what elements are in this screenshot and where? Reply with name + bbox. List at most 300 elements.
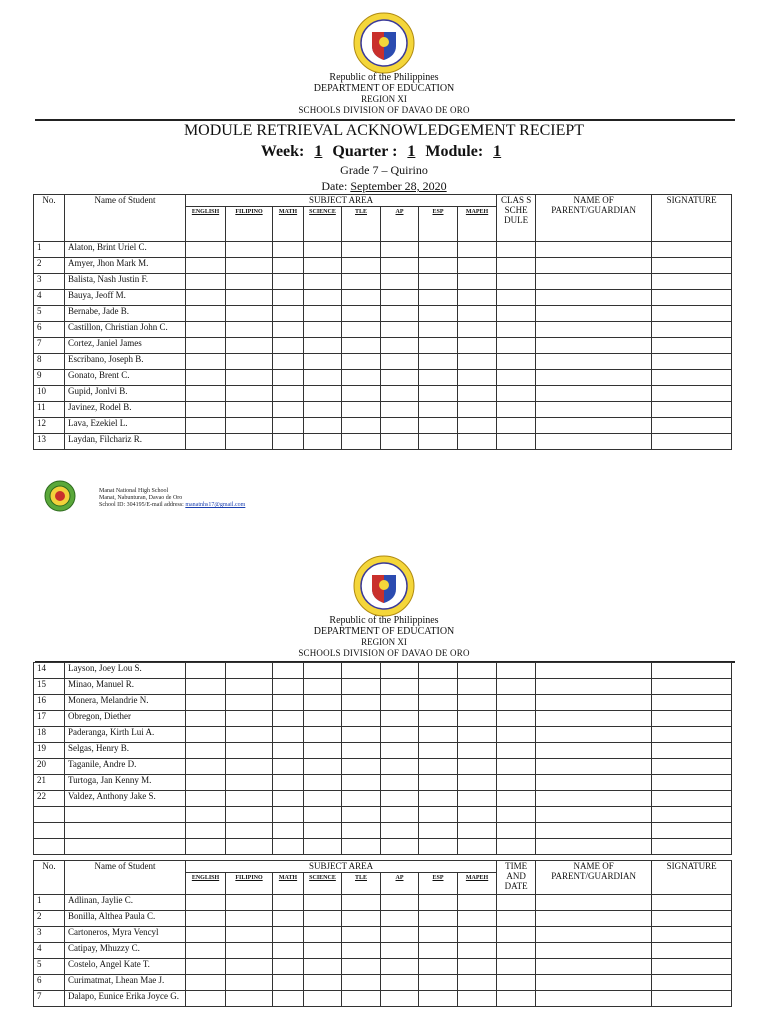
parent-name-cell[interactable] xyxy=(536,839,652,855)
signature-cell[interactable] xyxy=(652,975,732,991)
subject-check-cell[interactable] xyxy=(186,258,226,274)
subject-check-cell[interactable] xyxy=(342,959,381,975)
parent-name-cell[interactable] xyxy=(536,386,652,402)
subject-check-cell[interactable] xyxy=(186,306,226,322)
subject-check-cell[interactable] xyxy=(419,258,458,274)
parent-name-cell[interactable] xyxy=(536,759,652,775)
subject-check-cell[interactable] xyxy=(304,727,342,743)
subject-check-cell[interactable] xyxy=(304,354,342,370)
subject-check-cell[interactable] xyxy=(419,791,458,807)
subject-check-cell[interactable] xyxy=(342,386,381,402)
subject-check-cell[interactable] xyxy=(273,711,304,727)
subject-check-cell[interactable] xyxy=(458,306,497,322)
subject-check-cell[interactable] xyxy=(186,434,226,450)
subject-check-cell[interactable] xyxy=(304,975,342,991)
signature-cell[interactable] xyxy=(652,242,732,258)
subject-check-cell[interactable] xyxy=(226,839,273,855)
subject-check-cell[interactable] xyxy=(342,306,381,322)
subject-check-cell[interactable] xyxy=(381,338,419,354)
subject-check-cell[interactable] xyxy=(186,727,226,743)
subject-check-cell[interactable] xyxy=(381,823,419,839)
subject-check-cell[interactable] xyxy=(273,386,304,402)
subject-check-cell[interactable] xyxy=(342,839,381,855)
subject-check-cell[interactable] xyxy=(226,242,273,258)
parent-name-cell[interactable] xyxy=(536,434,652,450)
subject-check-cell[interactable] xyxy=(458,759,497,775)
subject-check-cell[interactable] xyxy=(419,242,458,258)
subject-check-cell[interactable] xyxy=(304,338,342,354)
subject-check-cell[interactable] xyxy=(273,791,304,807)
subject-check-cell[interactable] xyxy=(458,338,497,354)
subject-check-cell[interactable] xyxy=(226,943,273,959)
subject-check-cell[interactable] xyxy=(419,959,458,975)
signature-cell[interactable] xyxy=(652,354,732,370)
subject-check-cell[interactable] xyxy=(458,727,497,743)
subject-check-cell[interactable] xyxy=(304,663,342,679)
subject-check-cell[interactable] xyxy=(342,338,381,354)
subject-check-cell[interactable] xyxy=(342,322,381,338)
subject-check-cell[interactable] xyxy=(226,807,273,823)
subject-check-cell[interactable] xyxy=(419,943,458,959)
subject-check-cell[interactable] xyxy=(458,695,497,711)
subject-check-cell[interactable] xyxy=(458,258,497,274)
subject-check-cell[interactable] xyxy=(342,258,381,274)
subject-check-cell[interactable] xyxy=(273,975,304,991)
subject-check-cell[interactable] xyxy=(226,823,273,839)
subject-check-cell[interactable] xyxy=(273,322,304,338)
schedule-cell[interactable] xyxy=(497,434,536,450)
subject-check-cell[interactable] xyxy=(342,354,381,370)
subject-check-cell[interactable] xyxy=(304,370,342,386)
subject-check-cell[interactable] xyxy=(419,895,458,911)
subject-check-cell[interactable] xyxy=(304,258,342,274)
subject-check-cell[interactable] xyxy=(342,695,381,711)
subject-check-cell[interactable] xyxy=(186,386,226,402)
subject-check-cell[interactable] xyxy=(226,991,273,1007)
subject-check-cell[interactable] xyxy=(458,911,497,927)
subject-check-cell[interactable] xyxy=(186,354,226,370)
subject-check-cell[interactable] xyxy=(419,927,458,943)
subject-check-cell[interactable] xyxy=(419,823,458,839)
signature-cell[interactable] xyxy=(652,290,732,306)
parent-name-cell[interactable] xyxy=(536,354,652,370)
subject-check-cell[interactable] xyxy=(419,911,458,927)
footer-email-link[interactable]: manatnhs17@gmail.com xyxy=(185,502,246,508)
subject-check-cell[interactable] xyxy=(226,274,273,290)
subject-check-cell[interactable] xyxy=(381,386,419,402)
signature-cell[interactable] xyxy=(652,679,732,695)
subject-check-cell[interactable] xyxy=(304,759,342,775)
subject-check-cell[interactable] xyxy=(342,911,381,927)
subject-check-cell[interactable] xyxy=(186,943,226,959)
subject-check-cell[interactable] xyxy=(273,743,304,759)
subject-check-cell[interactable] xyxy=(186,959,226,975)
subject-check-cell[interactable] xyxy=(186,759,226,775)
subject-check-cell[interactable] xyxy=(381,242,419,258)
subject-check-cell[interactable] xyxy=(458,823,497,839)
subject-check-cell[interactable] xyxy=(304,927,342,943)
schedule-cell[interactable] xyxy=(497,807,536,823)
parent-name-cell[interactable] xyxy=(536,418,652,434)
subject-check-cell[interactable] xyxy=(381,991,419,1007)
subject-check-cell[interactable] xyxy=(419,322,458,338)
subject-check-cell[interactable] xyxy=(342,711,381,727)
subject-check-cell[interactable] xyxy=(273,991,304,1007)
subject-check-cell[interactable] xyxy=(226,959,273,975)
subject-check-cell[interactable] xyxy=(186,711,226,727)
subject-check-cell[interactable] xyxy=(273,258,304,274)
subject-check-cell[interactable] xyxy=(342,679,381,695)
parent-name-cell[interactable] xyxy=(536,775,652,791)
subject-check-cell[interactable] xyxy=(458,975,497,991)
schedule-cell[interactable] xyxy=(497,322,536,338)
subject-check-cell[interactable] xyxy=(273,823,304,839)
parent-name-cell[interactable] xyxy=(536,338,652,354)
subject-check-cell[interactable] xyxy=(273,402,304,418)
subject-check-cell[interactable] xyxy=(419,711,458,727)
subject-check-cell[interactable] xyxy=(381,711,419,727)
subject-check-cell[interactable] xyxy=(186,290,226,306)
subject-check-cell[interactable] xyxy=(419,679,458,695)
subject-check-cell[interactable] xyxy=(419,306,458,322)
subject-check-cell[interactable] xyxy=(381,727,419,743)
schedule-cell[interactable] xyxy=(497,895,536,911)
subject-check-cell[interactable] xyxy=(342,370,381,386)
schedule-cell[interactable] xyxy=(497,402,536,418)
schedule-cell[interactable] xyxy=(497,791,536,807)
schedule-cell[interactable] xyxy=(497,943,536,959)
subject-check-cell[interactable] xyxy=(304,242,342,258)
subject-check-cell[interactable] xyxy=(419,354,458,370)
parent-name-cell[interactable] xyxy=(536,927,652,943)
subject-check-cell[interactable] xyxy=(273,895,304,911)
subject-check-cell[interactable] xyxy=(226,386,273,402)
subject-check-cell[interactable] xyxy=(226,759,273,775)
subject-check-cell[interactable] xyxy=(304,911,342,927)
signature-cell[interactable] xyxy=(652,943,732,959)
signature-cell[interactable] xyxy=(652,727,732,743)
subject-check-cell[interactable] xyxy=(381,402,419,418)
signature-cell[interactable] xyxy=(652,927,732,943)
subject-check-cell[interactable] xyxy=(273,306,304,322)
subject-check-cell[interactable] xyxy=(381,290,419,306)
subject-check-cell[interactable] xyxy=(226,679,273,695)
schedule-cell[interactable] xyxy=(497,711,536,727)
subject-check-cell[interactable] xyxy=(273,839,304,855)
schedule-cell[interactable] xyxy=(497,911,536,927)
subject-check-cell[interactable] xyxy=(381,959,419,975)
signature-cell[interactable] xyxy=(652,759,732,775)
schedule-cell[interactable] xyxy=(497,927,536,943)
subject-check-cell[interactable] xyxy=(381,975,419,991)
subject-check-cell[interactable] xyxy=(273,679,304,695)
subject-check-cell[interactable] xyxy=(419,839,458,855)
subject-check-cell[interactable] xyxy=(419,386,458,402)
subject-check-cell[interactable] xyxy=(342,743,381,759)
subject-check-cell[interactable] xyxy=(226,258,273,274)
subject-check-cell[interactable] xyxy=(381,354,419,370)
subject-check-cell[interactable] xyxy=(458,290,497,306)
subject-check-cell[interactable] xyxy=(273,242,304,258)
subject-check-cell[interactable] xyxy=(273,807,304,823)
schedule-cell[interactable] xyxy=(497,274,536,290)
signature-cell[interactable] xyxy=(652,258,732,274)
parent-name-cell[interactable] xyxy=(536,895,652,911)
subject-check-cell[interactable] xyxy=(186,679,226,695)
signature-cell[interactable] xyxy=(652,322,732,338)
subject-check-cell[interactable] xyxy=(186,242,226,258)
subject-check-cell[interactable] xyxy=(381,911,419,927)
subject-check-cell[interactable] xyxy=(304,743,342,759)
subject-check-cell[interactable] xyxy=(273,695,304,711)
subject-check-cell[interactable] xyxy=(273,911,304,927)
subject-check-cell[interactable] xyxy=(226,743,273,759)
subject-check-cell[interactable] xyxy=(273,290,304,306)
subject-check-cell[interactable] xyxy=(273,663,304,679)
subject-check-cell[interactable] xyxy=(419,338,458,354)
subject-check-cell[interactable] xyxy=(186,338,226,354)
schedule-cell[interactable] xyxy=(497,759,536,775)
subject-check-cell[interactable] xyxy=(381,759,419,775)
subject-check-cell[interactable] xyxy=(186,991,226,1007)
subject-check-cell[interactable] xyxy=(226,370,273,386)
subject-check-cell[interactable] xyxy=(342,975,381,991)
schedule-cell[interactable] xyxy=(497,418,536,434)
parent-name-cell[interactable] xyxy=(536,695,652,711)
subject-check-cell[interactable] xyxy=(419,695,458,711)
subject-check-cell[interactable] xyxy=(458,322,497,338)
parent-name-cell[interactable] xyxy=(536,943,652,959)
subject-check-cell[interactable] xyxy=(304,306,342,322)
signature-cell[interactable] xyxy=(652,370,732,386)
subject-check-cell[interactable] xyxy=(458,679,497,695)
schedule-cell[interactable] xyxy=(497,663,536,679)
subject-check-cell[interactable] xyxy=(304,775,342,791)
subject-check-cell[interactable] xyxy=(304,695,342,711)
schedule-cell[interactable] xyxy=(497,338,536,354)
subject-check-cell[interactable] xyxy=(458,775,497,791)
signature-cell[interactable] xyxy=(652,402,732,418)
subject-check-cell[interactable] xyxy=(458,959,497,975)
subject-check-cell[interactable] xyxy=(342,943,381,959)
subject-check-cell[interactable] xyxy=(226,791,273,807)
subject-check-cell[interactable] xyxy=(304,322,342,338)
signature-cell[interactable] xyxy=(652,823,732,839)
schedule-cell[interactable] xyxy=(497,727,536,743)
schedule-cell[interactable] xyxy=(497,991,536,1007)
subject-check-cell[interactable] xyxy=(186,895,226,911)
subject-check-cell[interactable] xyxy=(304,959,342,975)
subject-check-cell[interactable] xyxy=(419,418,458,434)
subject-check-cell[interactable] xyxy=(381,679,419,695)
schedule-cell[interactable] xyxy=(497,823,536,839)
parent-name-cell[interactable] xyxy=(536,791,652,807)
subject-check-cell[interactable] xyxy=(273,727,304,743)
subject-check-cell[interactable] xyxy=(273,959,304,975)
subject-check-cell[interactable] xyxy=(226,402,273,418)
subject-check-cell[interactable] xyxy=(458,895,497,911)
subject-check-cell[interactable] xyxy=(226,911,273,927)
subject-check-cell[interactable] xyxy=(226,354,273,370)
subject-check-cell[interactable] xyxy=(458,743,497,759)
signature-cell[interactable] xyxy=(652,418,732,434)
subject-check-cell[interactable] xyxy=(226,775,273,791)
subject-check-cell[interactable] xyxy=(226,695,273,711)
subject-check-cell[interactable] xyxy=(304,991,342,1007)
subject-check-cell[interactable] xyxy=(186,370,226,386)
subject-check-cell[interactable] xyxy=(419,290,458,306)
subject-check-cell[interactable] xyxy=(419,991,458,1007)
subject-check-cell[interactable] xyxy=(458,839,497,855)
parent-name-cell[interactable] xyxy=(536,258,652,274)
schedule-cell[interactable] xyxy=(497,959,536,975)
signature-cell[interactable] xyxy=(652,711,732,727)
schedule-cell[interactable] xyxy=(497,386,536,402)
subject-check-cell[interactable] xyxy=(186,823,226,839)
subject-check-cell[interactable] xyxy=(458,711,497,727)
subject-check-cell[interactable] xyxy=(458,943,497,959)
signature-cell[interactable] xyxy=(652,895,732,911)
subject-check-cell[interactable] xyxy=(342,663,381,679)
signature-cell[interactable] xyxy=(652,743,732,759)
subject-check-cell[interactable] xyxy=(381,943,419,959)
subject-check-cell[interactable] xyxy=(273,338,304,354)
schedule-cell[interactable] xyxy=(497,242,536,258)
subject-check-cell[interactable] xyxy=(342,290,381,306)
subject-check-cell[interactable] xyxy=(226,322,273,338)
subject-check-cell[interactable] xyxy=(458,418,497,434)
subject-check-cell[interactable] xyxy=(186,322,226,338)
subject-check-cell[interactable] xyxy=(273,759,304,775)
schedule-cell[interactable] xyxy=(497,370,536,386)
subject-check-cell[interactable] xyxy=(342,727,381,743)
subject-check-cell[interactable] xyxy=(304,290,342,306)
parent-name-cell[interactable] xyxy=(536,711,652,727)
parent-name-cell[interactable] xyxy=(536,959,652,975)
subject-check-cell[interactable] xyxy=(304,386,342,402)
signature-cell[interactable] xyxy=(652,807,732,823)
subject-check-cell[interactable] xyxy=(419,663,458,679)
signature-cell[interactable] xyxy=(652,695,732,711)
subject-check-cell[interactable] xyxy=(342,807,381,823)
signature-cell[interactable] xyxy=(652,663,732,679)
subject-check-cell[interactable] xyxy=(381,322,419,338)
subject-check-cell[interactable] xyxy=(419,434,458,450)
signature-cell[interactable] xyxy=(652,991,732,1007)
parent-name-cell[interactable] xyxy=(536,911,652,927)
subject-check-cell[interactable] xyxy=(381,927,419,943)
subject-check-cell[interactable] xyxy=(226,727,273,743)
parent-name-cell[interactable] xyxy=(536,290,652,306)
parent-name-cell[interactable] xyxy=(536,807,652,823)
subject-check-cell[interactable] xyxy=(381,370,419,386)
subject-check-cell[interactable] xyxy=(186,274,226,290)
subject-check-cell[interactable] xyxy=(226,290,273,306)
subject-check-cell[interactable] xyxy=(458,242,497,258)
parent-name-cell[interactable] xyxy=(536,679,652,695)
subject-check-cell[interactable] xyxy=(186,807,226,823)
subject-check-cell[interactable] xyxy=(342,823,381,839)
subject-check-cell[interactable] xyxy=(226,975,273,991)
parent-name-cell[interactable] xyxy=(536,306,652,322)
subject-check-cell[interactable] xyxy=(419,274,458,290)
subject-check-cell[interactable] xyxy=(342,274,381,290)
subject-check-cell[interactable] xyxy=(304,418,342,434)
subject-check-cell[interactable] xyxy=(381,791,419,807)
subject-check-cell[interactable] xyxy=(458,434,497,450)
subject-check-cell[interactable] xyxy=(342,991,381,1007)
subject-check-cell[interactable] xyxy=(273,943,304,959)
subject-check-cell[interactable] xyxy=(419,727,458,743)
subject-check-cell[interactable] xyxy=(273,927,304,943)
subject-check-cell[interactable] xyxy=(381,663,419,679)
subject-check-cell[interactable] xyxy=(186,927,226,943)
subject-check-cell[interactable] xyxy=(342,895,381,911)
subject-check-cell[interactable] xyxy=(342,775,381,791)
subject-check-cell[interactable] xyxy=(458,274,497,290)
subject-check-cell[interactable] xyxy=(304,807,342,823)
subject-check-cell[interactable] xyxy=(304,823,342,839)
subject-check-cell[interactable] xyxy=(342,242,381,258)
subject-check-cell[interactable] xyxy=(304,434,342,450)
subject-check-cell[interactable] xyxy=(419,743,458,759)
subject-check-cell[interactable] xyxy=(273,775,304,791)
subject-check-cell[interactable] xyxy=(186,775,226,791)
schedule-cell[interactable] xyxy=(497,743,536,759)
parent-name-cell[interactable] xyxy=(536,370,652,386)
subject-check-cell[interactable] xyxy=(381,743,419,759)
schedule-cell[interactable] xyxy=(497,775,536,791)
subject-check-cell[interactable] xyxy=(381,274,419,290)
signature-cell[interactable] xyxy=(652,274,732,290)
subject-check-cell[interactable] xyxy=(226,711,273,727)
subject-check-cell[interactable] xyxy=(273,370,304,386)
signature-cell[interactable] xyxy=(652,839,732,855)
subject-check-cell[interactable] xyxy=(381,807,419,823)
schedule-cell[interactable] xyxy=(497,975,536,991)
signature-cell[interactable] xyxy=(652,338,732,354)
subject-check-cell[interactable] xyxy=(419,370,458,386)
subject-check-cell[interactable] xyxy=(381,258,419,274)
subject-check-cell[interactable] xyxy=(342,759,381,775)
subject-check-cell[interactable] xyxy=(342,402,381,418)
subject-check-cell[interactable] xyxy=(458,354,497,370)
subject-check-cell[interactable] xyxy=(419,759,458,775)
subject-check-cell[interactable] xyxy=(226,895,273,911)
subject-check-cell[interactable] xyxy=(381,695,419,711)
subject-check-cell[interactable] xyxy=(186,402,226,418)
subject-check-cell[interactable] xyxy=(304,791,342,807)
subject-check-cell[interactable] xyxy=(304,943,342,959)
subject-check-cell[interactable] xyxy=(419,975,458,991)
subject-check-cell[interactable] xyxy=(226,306,273,322)
schedule-cell[interactable] xyxy=(497,306,536,322)
signature-cell[interactable] xyxy=(652,386,732,402)
signature-cell[interactable] xyxy=(652,911,732,927)
parent-name-cell[interactable] xyxy=(536,727,652,743)
subject-check-cell[interactable] xyxy=(381,839,419,855)
subject-check-cell[interactable] xyxy=(186,911,226,927)
subject-check-cell[interactable] xyxy=(273,274,304,290)
subject-check-cell[interactable] xyxy=(186,975,226,991)
subject-check-cell[interactable] xyxy=(186,791,226,807)
subject-check-cell[interactable] xyxy=(381,418,419,434)
subject-check-cell[interactable] xyxy=(226,663,273,679)
parent-name-cell[interactable] xyxy=(536,322,652,338)
subject-check-cell[interactable] xyxy=(342,434,381,450)
subject-check-cell[interactable] xyxy=(381,306,419,322)
schedule-cell[interactable] xyxy=(497,695,536,711)
